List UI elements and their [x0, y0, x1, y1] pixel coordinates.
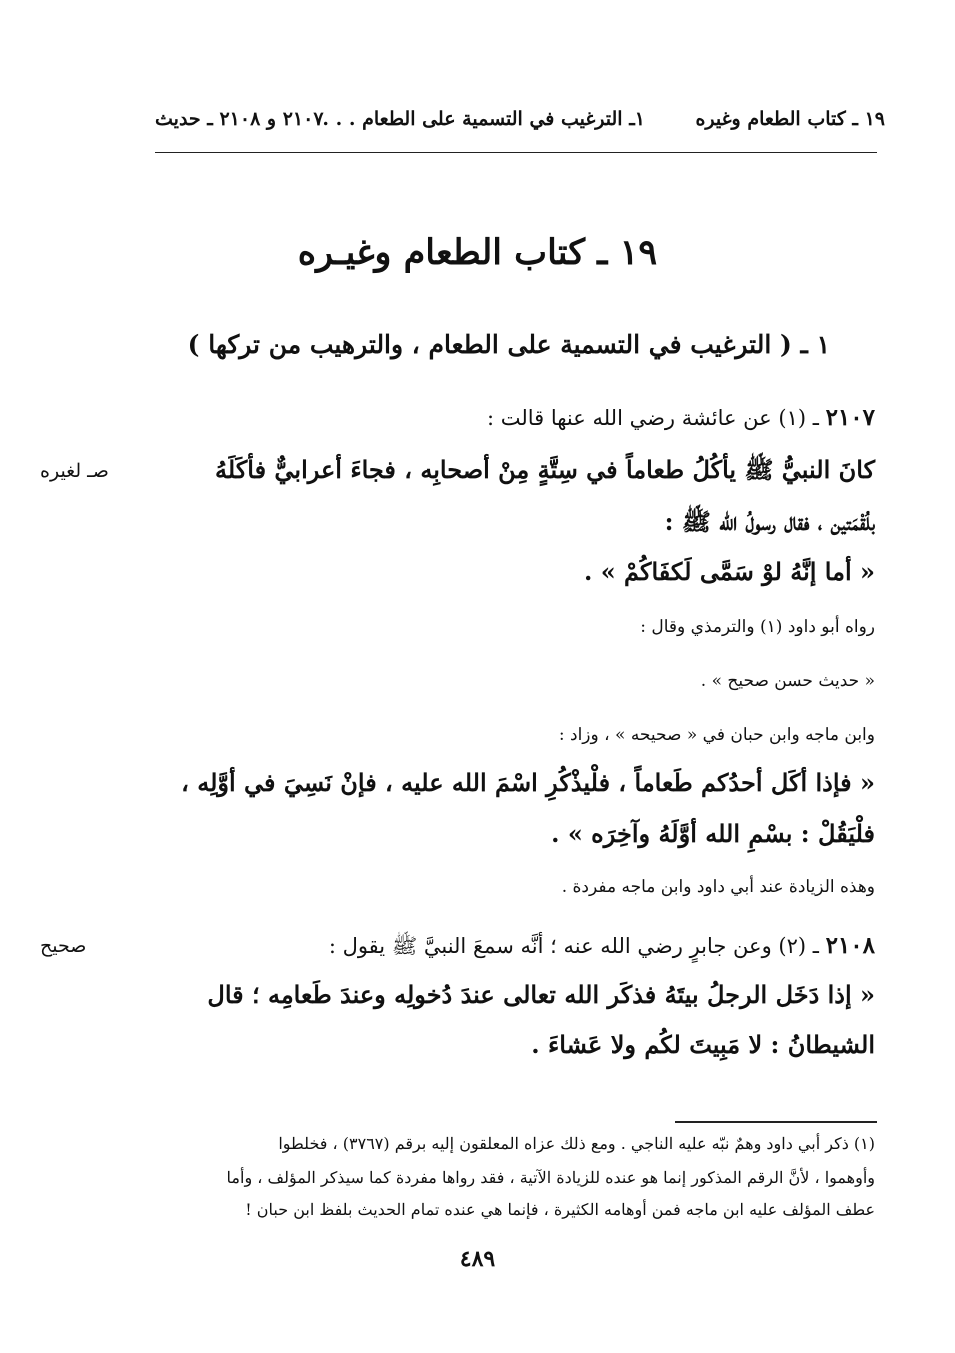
running-header — [155, 108, 885, 140]
hadith-2107-source3: وابن ماجه وابن حبان في « صحيحه » ، وزاد : — [558, 725, 875, 745]
hadith-2107-addition-line1: « فإذا أكَل أحدُكم طَعاماً ، فلْيذْكُرِ اسْمَ الله عليه ، فإنْ نَسِيَ في أوَّلِه ، — [181, 768, 875, 797]
hadith-2107-note: وهذه الزيادة عند أبي داود وابن ماجه مفردة . — [561, 877, 875, 897]
footnote-line1: (١) ذكر أبي داود وهمٌ نبّه عليه الناجي . ومع ذلك عزاه المعلقون إليه برقم (٣٧٦٧) ، فخلطوا — [278, 1134, 875, 1153]
hadith-2107-text-line2: بلُقْمَتين ، فقال رسولُ الله ﷺ : — [664, 507, 875, 536]
hadith-2107-source1: رواه أبو داود (١) والترمذي وقال : — [640, 617, 875, 637]
footnote-line2: وأوهموا ، لأنَّ الرقم المذكور إنما هو عنده للزيادة الآتية ، فقد رواها مفردة كما سيذكر المؤلف ، وأما — [226, 1168, 875, 1187]
footnote-divider — [675, 1121, 877, 1123]
header-divider — [155, 152, 877, 153]
running-header-hadith-range: ٢١٠٧ و ٢١٠٨ ـ حديث — [155, 108, 324, 130]
running-header-chapter: ١٩ ـ كتاب الطعام وغيره — [695, 108, 885, 130]
chapter-title: ١٩ ـ كتاب الطعام وغيـره — [297, 232, 658, 273]
hadith-2107-source2: « حديث حسن صحيح » . — [700, 671, 875, 691]
hadith-2108-grade: صحيح — [40, 935, 87, 957]
hadith-2108-text-line1: « إذا دَخَل الرجلُ بيتَهُ فذكَر الله تعالى عندَ دُخولِه وعندَ طَعامِه ؛ قال — [207, 980, 875, 1009]
section-title: ١ ـ ( الترغيب في التسمية على الطعام ، والترهيب من تركها ) — [187, 330, 830, 359]
hadith-2108-intro — [145, 932, 875, 964]
hadith-number: ٢١٠٧ — [825, 404, 875, 431]
hadith-intro-text: ـ (١) عن عائشة رضي الله عنها قالت : — [486, 406, 819, 430]
page-number: ٤٨٩ — [459, 1246, 496, 1272]
hadith-2107-addition-line2: فلْيَقُلْ : بسْمِ الله أوَّلَهُ وآخِرَه » . — [551, 819, 875, 848]
hadith-2107-text-line1: كانَ النبيُّ ﷺ يأكُلُ طعاماً في سِتَّةٍ مِنْ أصحابِه ، فجاءَ أعرابيٌّ فأكَلَهُ — [215, 455, 875, 484]
hadith-2107-intro — [75, 404, 875, 431]
hadith-2107-quote: « أما إنَّهُ لوْ سَمَّى لَكفَاكُمْ » . — [583, 557, 875, 586]
running-header-section: ١ـ الترغيب في التسمية على الطعام . . . — [322, 108, 645, 130]
footnote-line3: عطف المؤلف عليه ابن ماجه فمن أوهامه الكثيرة ، فإنما هي عنده تمام الحديث بلفظ ابن حبان ! — [245, 1200, 875, 1219]
hadith-intro-text: ـ (٢) وعن جابرٍ رضي الله عنه ؛ أنَّه سمعَ النبيَّ ﷺ يقول : — [328, 934, 819, 958]
hadith-number: ٢١٠٨ — [825, 932, 875, 959]
hadith-2108-text-line2: الشيطانُ : لا مَبِيتَ لكُم ولا عَشاءَ . — [531, 1030, 875, 1059]
hadith-2107-grade: صـ لغيره — [40, 460, 109, 482]
